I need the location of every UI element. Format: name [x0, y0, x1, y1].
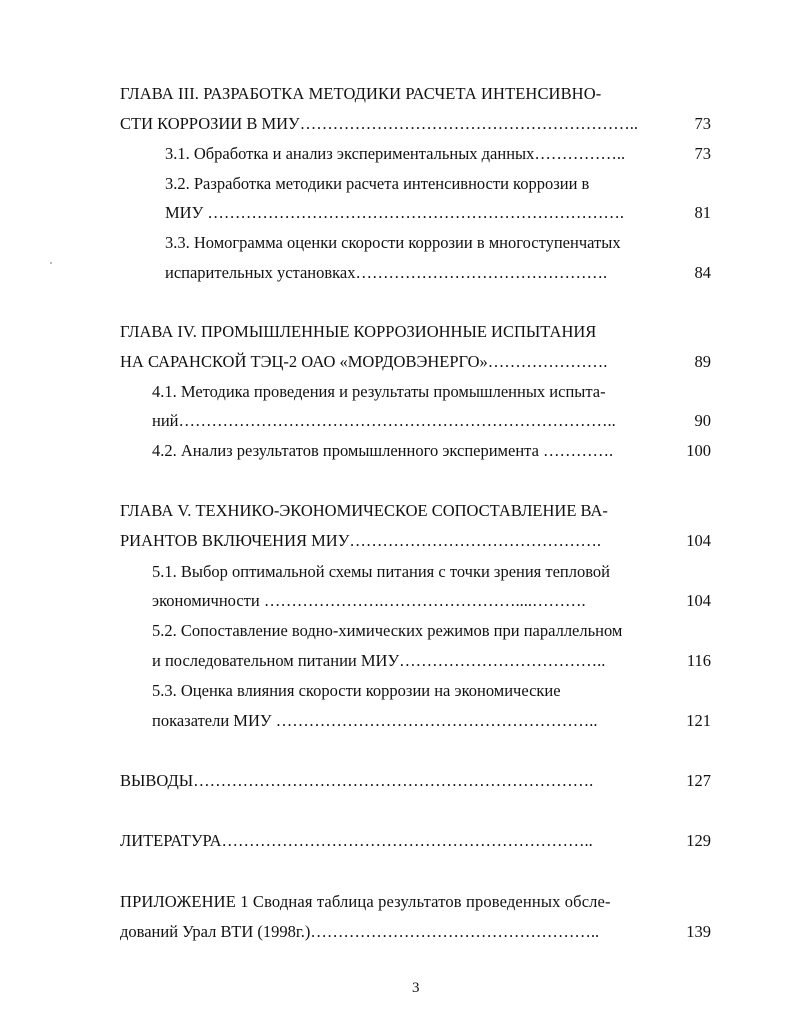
section-5-3-page: 121: [686, 711, 711, 730]
section-5-3-line2: показатели МИУ …………………………………………………..: [152, 711, 598, 730]
section-3-3-line1: 3.3. Номограмма оценки скорости коррозии в многоступенчатых: [165, 233, 621, 252]
literature-entry: ЛИТЕРАТУРА…………………………………………………………..: [120, 831, 593, 850]
section-4-2-page: 100: [686, 441, 711, 460]
section-5-2-page: 116: [686, 651, 711, 670]
chapter-4-title-line2: НА САРАНСКОЙ ТЭЦ-2 ОАО «МОРДОВЭНЕРГО»………………….: [120, 352, 608, 371]
chapter-3-title-line1: ГЛАВА III. РАЗРАБОТКА МЕТОДИКИ РАСЧЕТА ИНТЕНСИВНО-: [120, 84, 602, 103]
section-3-1: 3.1. Обработка и анализ экспериментальных данных……………..: [165, 144, 626, 163]
section-4-1-line1: 4.1. Методика проведения и результаты промышленных испыта-: [152, 382, 606, 401]
scan-speck: [50, 262, 52, 264]
chapter-4-page: 89: [694, 352, 711, 371]
chapter-4-title-line1: ГЛАВА IV. ПРОМЫШЛЕННЫЕ КОРРОЗИОННЫЕ ИСПЫТАНИЯ: [120, 322, 597, 341]
section-3-2-page: 81: [694, 203, 711, 222]
chapter-5-title-line2: РИАНТОВ ВКЛЮЧЕНИЯ МИУ……………………………………….: [120, 531, 602, 550]
conclusions-page: 127: [686, 771, 711, 790]
section-5-1-page: 104: [686, 591, 711, 610]
section-5-3-line1: 5.3. Оценка влияния скорости коррозии на экономические: [152, 681, 561, 700]
appendix-1-page: 139: [686, 922, 711, 941]
appendix-1-line2: дований Урал ВТИ (1998г.)……………………………………………..: [120, 922, 600, 941]
section-5-1-line1: 5.1. Выбор оптимальной схемы питания с точки зрения тепловой: [152, 562, 610, 581]
chapter-5-page: 104: [686, 531, 711, 550]
section-3-2-line1: 3.2. Разработка методики расчета интенсивности коррозии в: [165, 174, 590, 193]
section-3-2-line2: МИУ ………………………………………………………………….: [165, 203, 625, 222]
section-5-2-line2: и последовательном питании МИУ………………………………..: [152, 651, 606, 670]
literature-page: 129: [686, 831, 711, 850]
section-3-3-line2: испарительных установках……………………………………….: [165, 263, 608, 282]
chapter-3-page: 73: [694, 114, 711, 133]
section-4-1-line2: ний……………………………………………………………………..: [152, 411, 616, 430]
chapter-5-title-line1: ГЛАВА V. ТЕХНИКО-ЭКОНОМИЧЕСКОЕ СОПОСТАВЛЕНИЕ ВА-: [120, 501, 608, 520]
chapter-3-title-line2: СТИ КОРРОЗИИ В МИУ……………………………………………………..: [120, 114, 638, 133]
section-4-2: 4.2. Анализ результатов промышленного эксперимента ………….: [152, 441, 614, 460]
section-5-2-line1: 5.2. Сопоставление водно-химических режимов при параллельном: [152, 621, 623, 640]
appendix-1-line1: ПРИЛОЖЕНИЕ 1 Сводная таблица результатов проведенных обсле-: [120, 892, 611, 911]
section-4-1-page: 90: [694, 411, 711, 430]
section-5-1-line2: экономичности ………………….……………………....……….: [152, 591, 586, 610]
page-number: 3: [412, 980, 420, 996]
conclusions-entry: ВЫВОДЫ……………………………………………………………….: [120, 771, 594, 790]
section-3-1-page: 73: [694, 144, 711, 163]
section-3-3-page: 84: [694, 263, 711, 282]
